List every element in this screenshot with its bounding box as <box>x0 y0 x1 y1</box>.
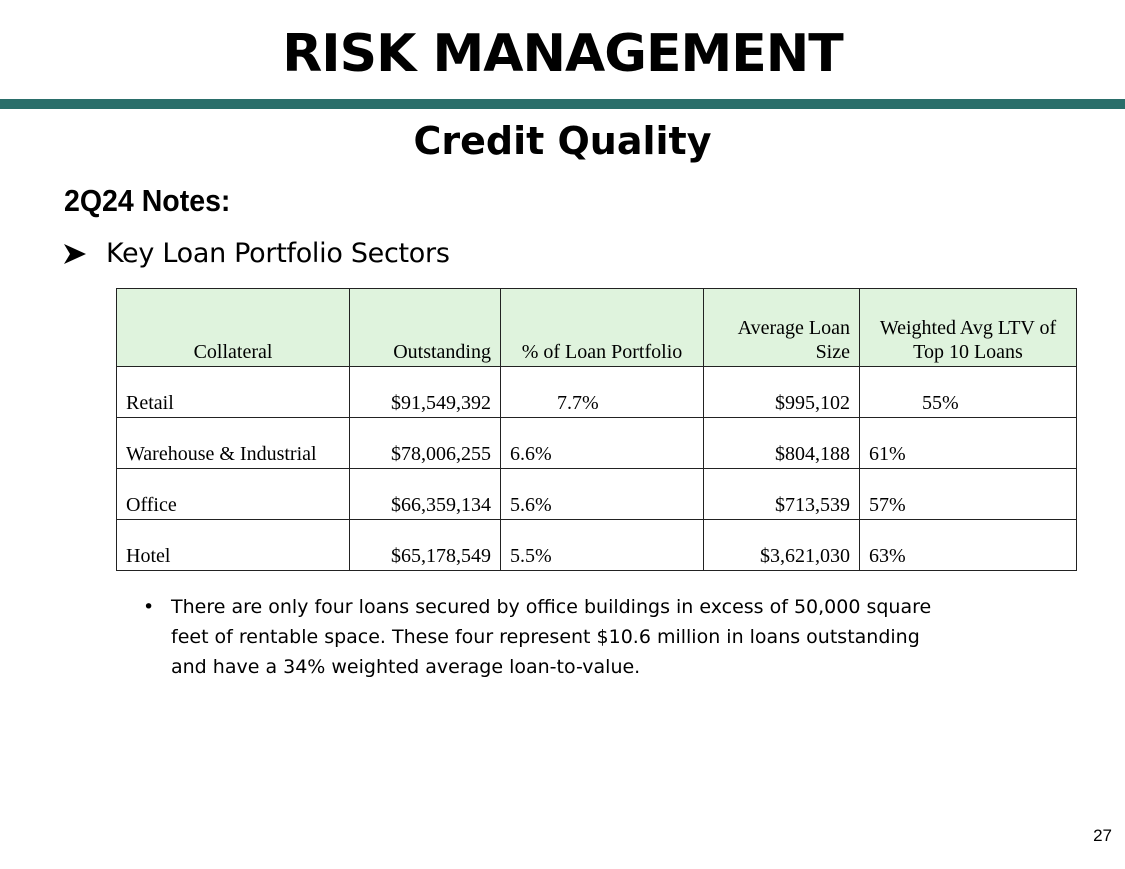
title-divider <box>0 99 1125 109</box>
sector-bullet <box>64 236 450 272</box>
slide-subtitle: Credit Quality <box>413 119 712 163</box>
footnote-text: There are only four loans secured by office buildings in excess of 50,000 square feet of rentable space. These four represent $10.6 million in loans outstanding and have a 34% weighted average loan-to-value. <box>171 596 932 678</box>
cell-avg-loan-size: $3,621,030 <box>704 520 860 571</box>
cell-avg-loan-size: $713,539 <box>704 469 860 520</box>
cell-weighted-ltv: 55% <box>860 367 1077 418</box>
sector-bullet-text: Key Loan Portfolio Sectors <box>106 238 450 269</box>
cell-pct-portfolio: 5.5% <box>501 520 704 571</box>
header-pct-portfolio: % of Loan Portfolio <box>501 289 704 367</box>
cell-pct-portfolio: 7.7% <box>501 367 704 418</box>
cell-pct-portfolio: 5.6% <box>501 469 704 520</box>
header-outstanding: Outstanding <box>350 289 501 367</box>
cell-collateral: Office <box>117 469 350 520</box>
arrow-bullet-icon <box>64 244 86 264</box>
table-row <box>117 367 1077 418</box>
cell-outstanding: $78,006,255 <box>350 418 501 469</box>
cell-outstanding: $91,549,392 <box>350 367 501 418</box>
header-weighted-ltv: Weighted Avg LTV of Top 10 Loans <box>860 289 1077 367</box>
table-row <box>117 469 1077 520</box>
table-row <box>117 520 1077 571</box>
cell-avg-loan-size: $995,102 <box>704 367 860 418</box>
office-footnote <box>143 592 943 682</box>
cell-weighted-ltv: 63% <box>860 520 1077 571</box>
cell-avg-loan-size: $804,188 <box>704 418 860 469</box>
cell-pct-portfolio: 6.6% <box>501 418 704 469</box>
cell-collateral: Hotel <box>117 520 350 571</box>
cell-weighted-ltv: 61% <box>860 418 1077 469</box>
page-number: 27 <box>1093 826 1112 845</box>
slide-title: RISK MANAGEMENT <box>282 24 843 84</box>
header-avg-loan-size: Average Loan Size <box>704 289 860 367</box>
cell-collateral: Warehouse & Industrial <box>117 418 350 469</box>
loan-sectors-table <box>116 288 1077 571</box>
cell-outstanding: $66,359,134 <box>350 469 501 520</box>
header-collateral: Collateral <box>117 289 350 367</box>
footnote-bullet: • <box>143 596 155 618</box>
cell-weighted-ltv: 57% <box>860 469 1077 520</box>
cell-outstanding: $65,178,549 <box>350 520 501 571</box>
notes-heading: 2Q24 Notes: <box>64 183 231 218</box>
cell-collateral: Retail <box>117 367 350 418</box>
table-row <box>117 418 1077 469</box>
table-header-row <box>117 289 1077 367</box>
